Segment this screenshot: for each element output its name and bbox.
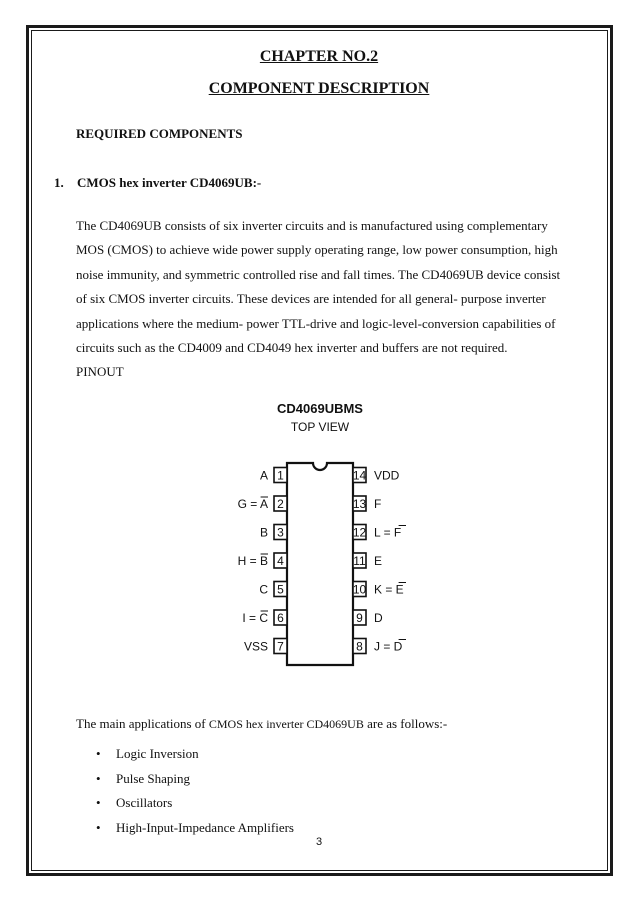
pin-label: A	[259, 468, 268, 483]
chapter-title: CHAPTER NO.2	[259, 48, 379, 65]
list-item: • Oscillators	[96, 794, 294, 819]
pin-number: 8	[356, 639, 363, 654]
paragraph-line: noise immunity, and symmetric controlled rise and fall times. The CD4069UB device consist	[76, 266, 561, 282]
paragraph-line: circuits such as the CD4009 and CD4049 hex inverter and buffers are not required.	[76, 340, 508, 356]
pin-number: 2	[277, 497, 284, 511]
pin-label: D	[374, 611, 383, 625]
required-components-heading: REQUIRED COMPONENTS	[76, 126, 243, 141]
pin-label: C	[259, 582, 268, 597]
paragraph-line: The CD4069UB consists of six inverter circuits and is manufactured using complementary	[76, 218, 548, 233]
list-item: • Pulse Shaping	[96, 770, 294, 795]
item-number: 1.	[54, 175, 64, 190]
list-item: • High-Input-Impedance Amplifiers	[96, 819, 294, 844]
pin-label: VSS	[243, 639, 268, 654]
pin-number: 3	[277, 525, 284, 540]
pin-label: H = B	[237, 554, 268, 568]
pin-number: 5	[277, 582, 284, 597]
paragraph-line: applications where the medium- power TTL-drive and logic-level-conversion capabilities of	[76, 315, 556, 331]
paragraph-line: of six CMOS inverter circuits. These devices are intended for all general- purpose inverter	[76, 291, 546, 307]
pin-label: I = C	[242, 611, 268, 625]
pin-number: 14	[352, 468, 367, 483]
pin-label: VDD	[374, 468, 400, 483]
view-label: TOP VIEW	[290, 420, 350, 434]
pin-label: B	[259, 525, 268, 540]
pin-label: K = E	[374, 582, 404, 597]
pin-number: 13	[352, 497, 367, 511]
pinout-diagram	[200, 395, 440, 670]
pin-label: E	[374, 554, 383, 568]
chip-name: CD4069UBMS	[277, 401, 363, 416]
paragraph-line: MOS (CMOS) to achieve wide power supply operating range, low power consumption, high	[76, 242, 558, 258]
item-heading-text: CMOS hex inverter CD4069UB:-	[77, 175, 262, 190]
pin-number: 1	[277, 468, 284, 483]
right-pin-group	[353, 468, 406, 654]
page-number: 3	[315, 836, 323, 848]
pinout-label: PINOUT	[76, 364, 124, 379]
apps-intro-text: The main applications of	[76, 716, 209, 731]
pin-number: 4	[277, 554, 284, 568]
pin-label: F	[374, 497, 382, 511]
list-item: • Logic Inversion	[96, 745, 294, 770]
apps-intro-suffix: are as follows:-	[363, 716, 448, 731]
component-heading	[54, 175, 261, 191]
chip-body	[287, 463, 353, 665]
section-title: COMPONENT DESCRIPTION	[208, 80, 430, 97]
pin-label: L = F	[374, 525, 402, 540]
pin-label: G = A	[237, 497, 268, 511]
apps-intro-component: CMOS hex inverter CD4069UB	[208, 717, 364, 731]
pin-number: 7	[277, 639, 284, 654]
left-pin-group	[238, 468, 287, 654]
applications-intro	[76, 716, 447, 732]
description-paragraph	[76, 214, 576, 360]
pin-number: 11	[353, 554, 366, 568]
pin-number: 12	[352, 525, 367, 540]
pin-number: 10	[352, 582, 367, 597]
pin-label: J = D	[374, 639, 403, 654]
pin-number: 6	[277, 611, 284, 625]
pin-number: 9	[356, 611, 363, 625]
applications-list	[96, 745, 294, 843]
